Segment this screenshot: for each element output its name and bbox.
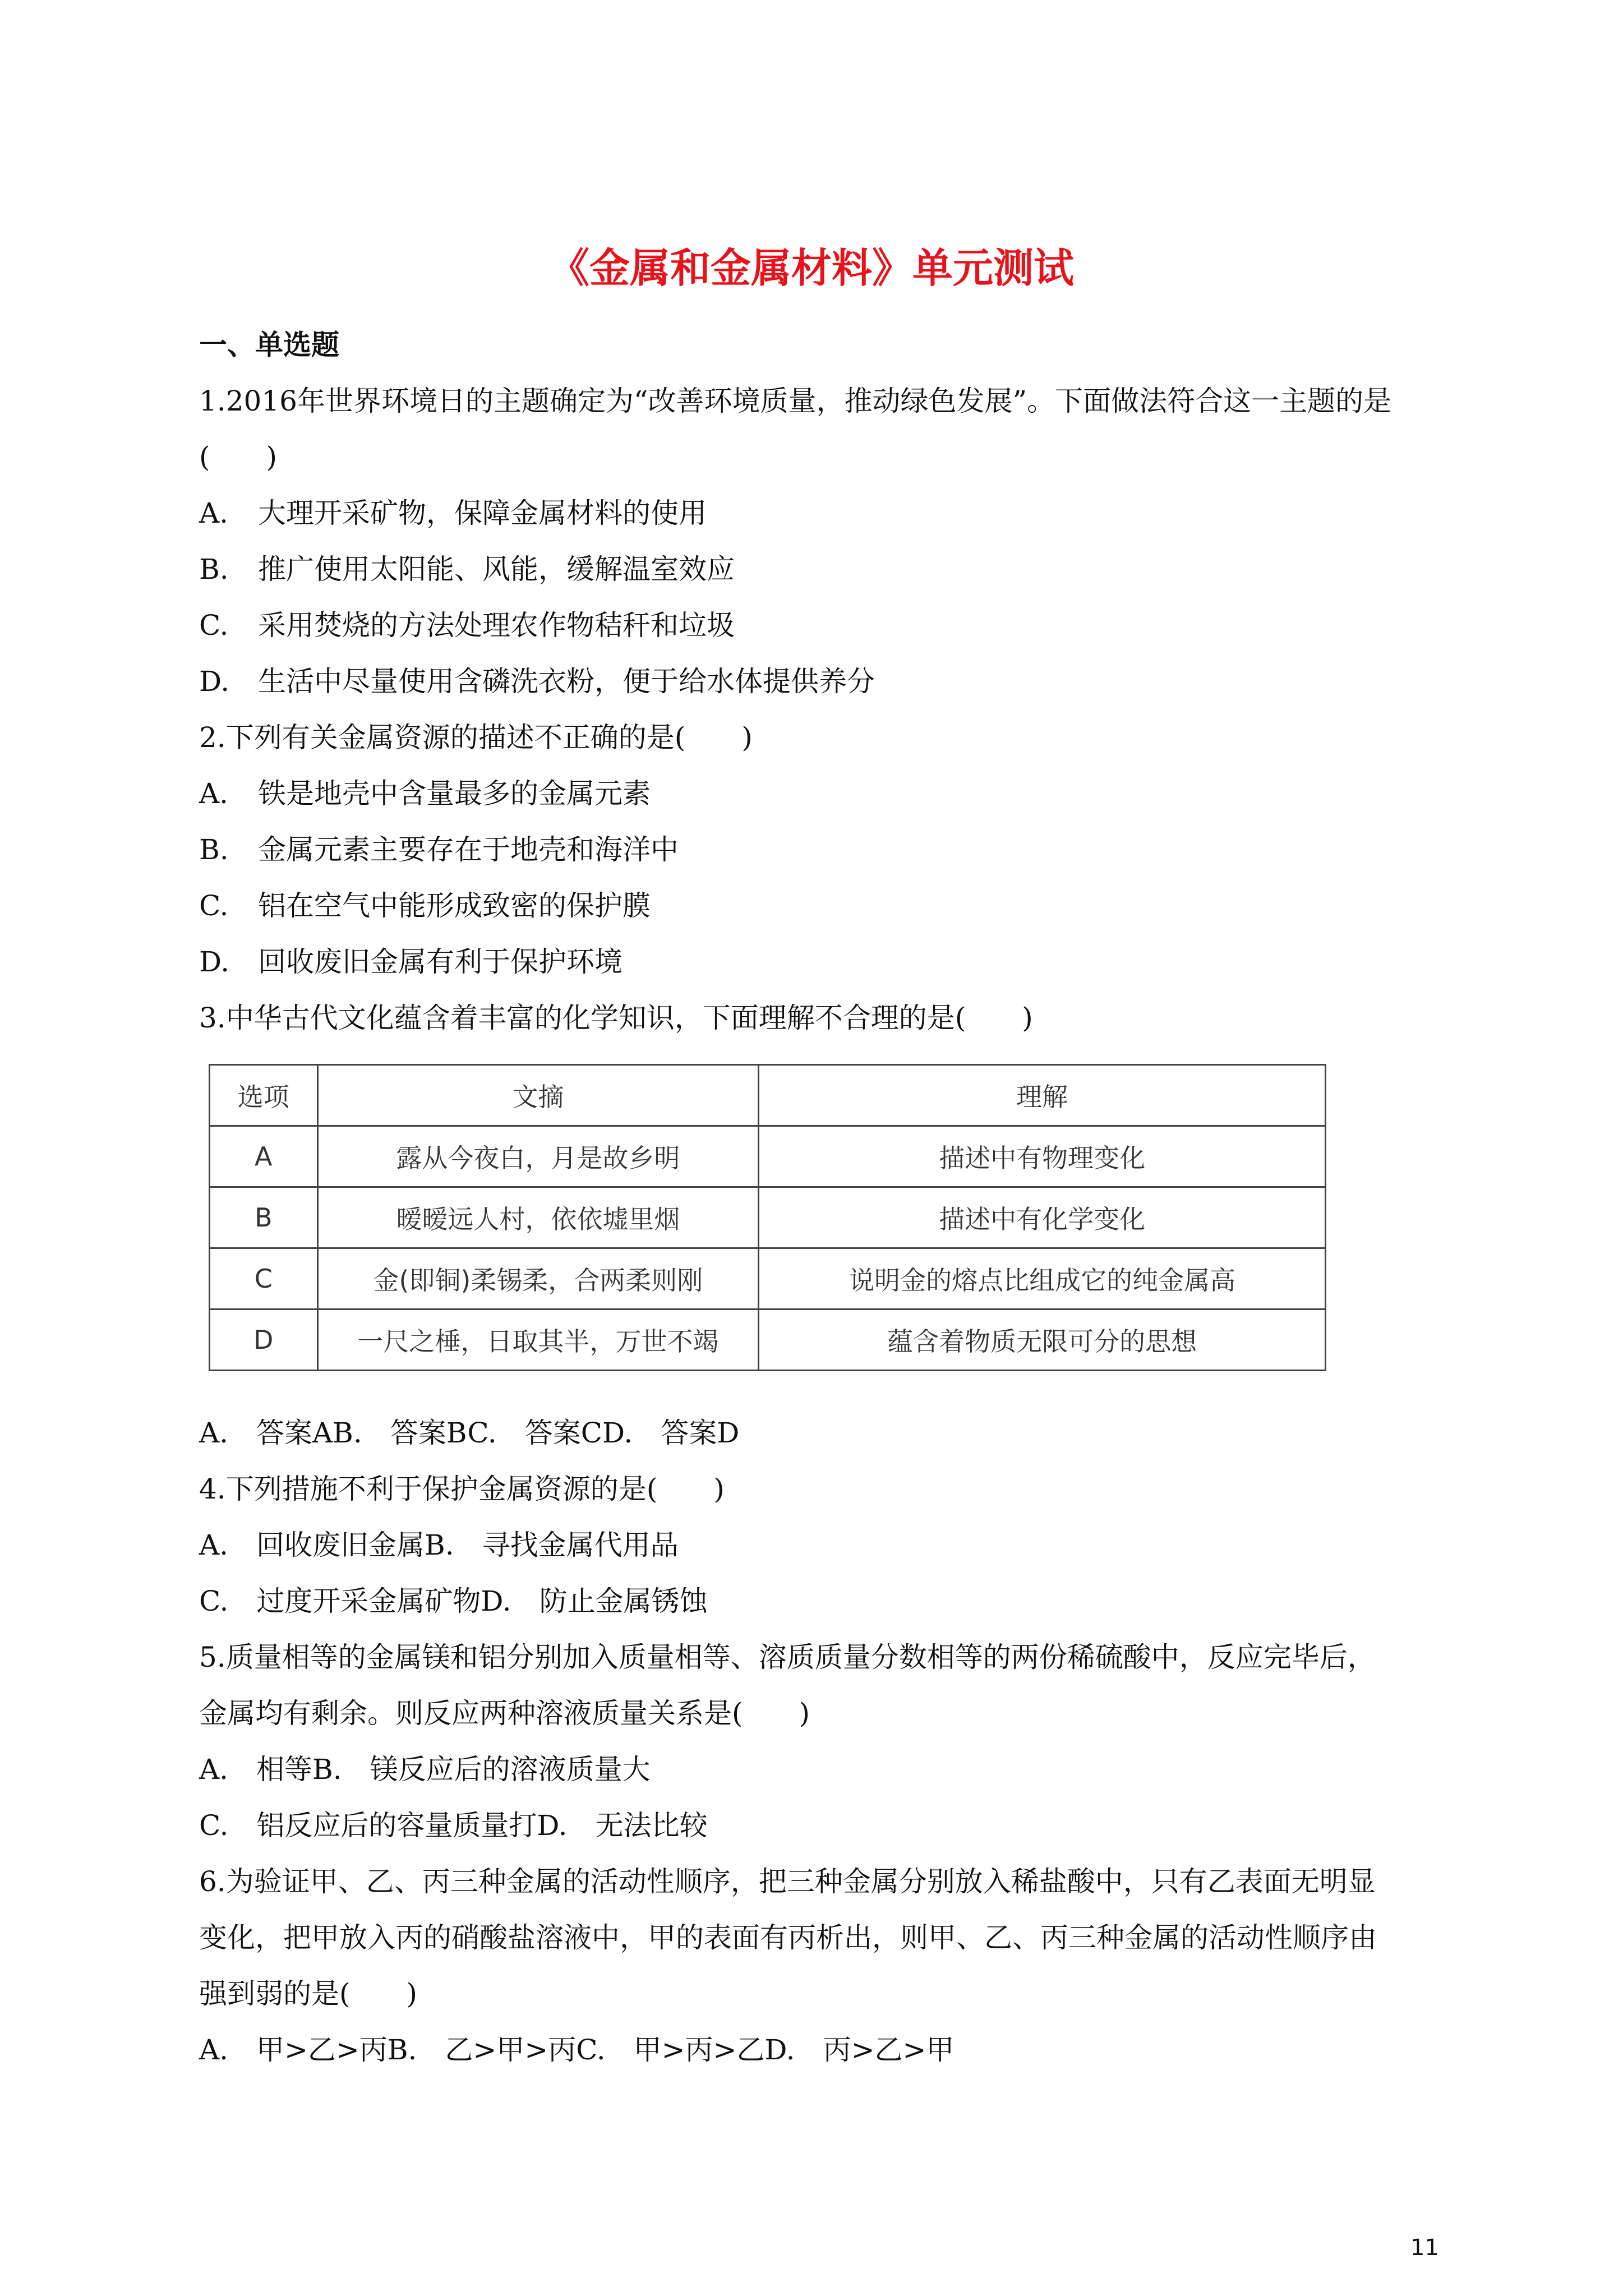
option-letter: C. [199, 889, 229, 922]
page-number: 11 [1410, 2235, 1439, 2261]
q6-stem-line-1: 6.为验证甲、乙、丙三种金属的活动性顺序，把三种金属分别放入稀盐酸中，只有乙表面无明显 [199, 1865, 1376, 1898]
q5-stem-line-2: 金属均有剩余。则反应两种溶液质量关系是( ) [199, 1697, 810, 1730]
table-cell: 蕴含着物质无限可分的思想 [759, 1310, 1326, 1371]
q5-options-line-2: C. 铝反应后的容量质量打D. 无法比较 [199, 1809, 708, 1842]
table-row [210, 1187, 1326, 1248]
option-letter: B. [199, 553, 229, 585]
option-letter: A. [199, 777, 229, 810]
option-letter: D. [199, 946, 230, 978]
q2-option-b [199, 827, 679, 868]
option-text: 大理开采矿物，保障金属材料的使用 [258, 497, 707, 529]
option-letter: C. [199, 609, 229, 642]
table-header-cell: 文摘 [317, 1065, 759, 1126]
option-letter: D. [199, 665, 230, 698]
table-cell: B [210, 1187, 318, 1248]
table-cell: 金(即铜)柔锡柔，合两柔则刚 [317, 1248, 759, 1310]
table-header-cell: 理解 [759, 1065, 1326, 1126]
table-header-row [210, 1065, 1326, 1126]
table-cell: 一尺之棰，日取其半，万世不竭 [317, 1310, 759, 1371]
table-cell: 暧暧远人村，依依墟里烟 [317, 1187, 759, 1248]
q3-stem: 3.中华古代文化蕴含着丰富的化学知识，下面理解不合理的是( ) [199, 1002, 1033, 1034]
table-cell: 说明金的熔点比组成它的纯金属高 [759, 1248, 1326, 1310]
table-cell: 描述中有物理变化 [759, 1126, 1326, 1187]
table-cell: 描述中有化学变化 [759, 1187, 1326, 1248]
q2-option-d [199, 939, 623, 980]
q4-options-line-2: C. 过度开采金属矿物D. 防止金属锈蚀 [199, 1585, 708, 1617]
option-letter: B. [199, 833, 229, 866]
table-cell: C [210, 1248, 318, 1310]
option-text: 生活中尽量使用含磷洗衣粉，便于给水体提供养分 [258, 665, 875, 698]
q3-answer-options: A. 答案AB. 答案BC. 答案CD. 答案D [199, 1417, 740, 1449]
option-text: 回收废旧金属有利于保护环境 [258, 946, 623, 978]
table-header-cell: 选项 [210, 1065, 318, 1126]
q1-stem-line-1: 1.2016年世界环境日的主题确定为“改善环境质量，推动绿色发展”。下面做法符合这一主题的是 [199, 385, 1392, 417]
option-letter: A. [199, 497, 229, 529]
q1-option-a [199, 491, 707, 531]
q1-option-b [199, 547, 735, 587]
q2-option-c [199, 883, 651, 924]
q5-stem-line-1: 5.质量相等的金属镁和铝分别加入质量相等、溶质质量分数相等的两份稀硫酸中，反应完毕后， [199, 1641, 1376, 1673]
table-cell: A [210, 1126, 318, 1187]
table-row [210, 1248, 1326, 1310]
q2-stem: 2.下列有关金属资源的描述不正确的是( ) [199, 721, 753, 754]
q1-option-c [199, 603, 735, 643]
q4-stem: 4.下列措施不利于保护金属资源的是( ) [199, 1473, 725, 1505]
q1-stem-line-2: ( ) [199, 441, 278, 473]
section-heading: 一、单选题 [199, 329, 339, 361]
table-row [210, 1126, 1326, 1187]
q3-table [209, 1064, 1326, 1371]
q5-options-line-1: A. 相等B. 镁反应后的溶液质量大 [199, 1753, 651, 1786]
option-text: 推广使用太阳能、风能，缓解温室效应 [258, 553, 735, 585]
option-text: 铁是地壳中含量最多的金属元素 [258, 777, 651, 810]
table-row [210, 1310, 1326, 1371]
table-cell: 露从今夜白，月是故乡明 [317, 1126, 759, 1187]
q2-option-a [199, 771, 651, 812]
q6-stem-line-3: 强到弱的是( ) [199, 1977, 418, 2010]
q6-options-line-1: A. 甲>乙>丙B. 乙>甲>丙C. 甲>丙>乙D. 丙>乙>甲 [199, 2034, 955, 2066]
option-text: 采用焚烧的方法处理农作物秸秆和垃圾 [258, 609, 735, 642]
option-text: 金属元素主要存在于地壳和海洋中 [258, 833, 679, 866]
option-text: 铝在空气中能形成致密的保护膜 [258, 889, 651, 922]
q1-option-d [199, 659, 875, 699]
q6-stem-line-2: 变化，把甲放入丙的硝酸盐溶液中，甲的表面有丙析出，则甲、乙、丙三种金属的活动性顺序由 [199, 1921, 1377, 1954]
document-title: 《金属和金属材料》单元测试 [548, 245, 1074, 292]
q4-options-line-1: A. 回收废旧金属B. 寻找金属代用品 [199, 1529, 679, 1561]
table-cell: D [210, 1310, 318, 1371]
